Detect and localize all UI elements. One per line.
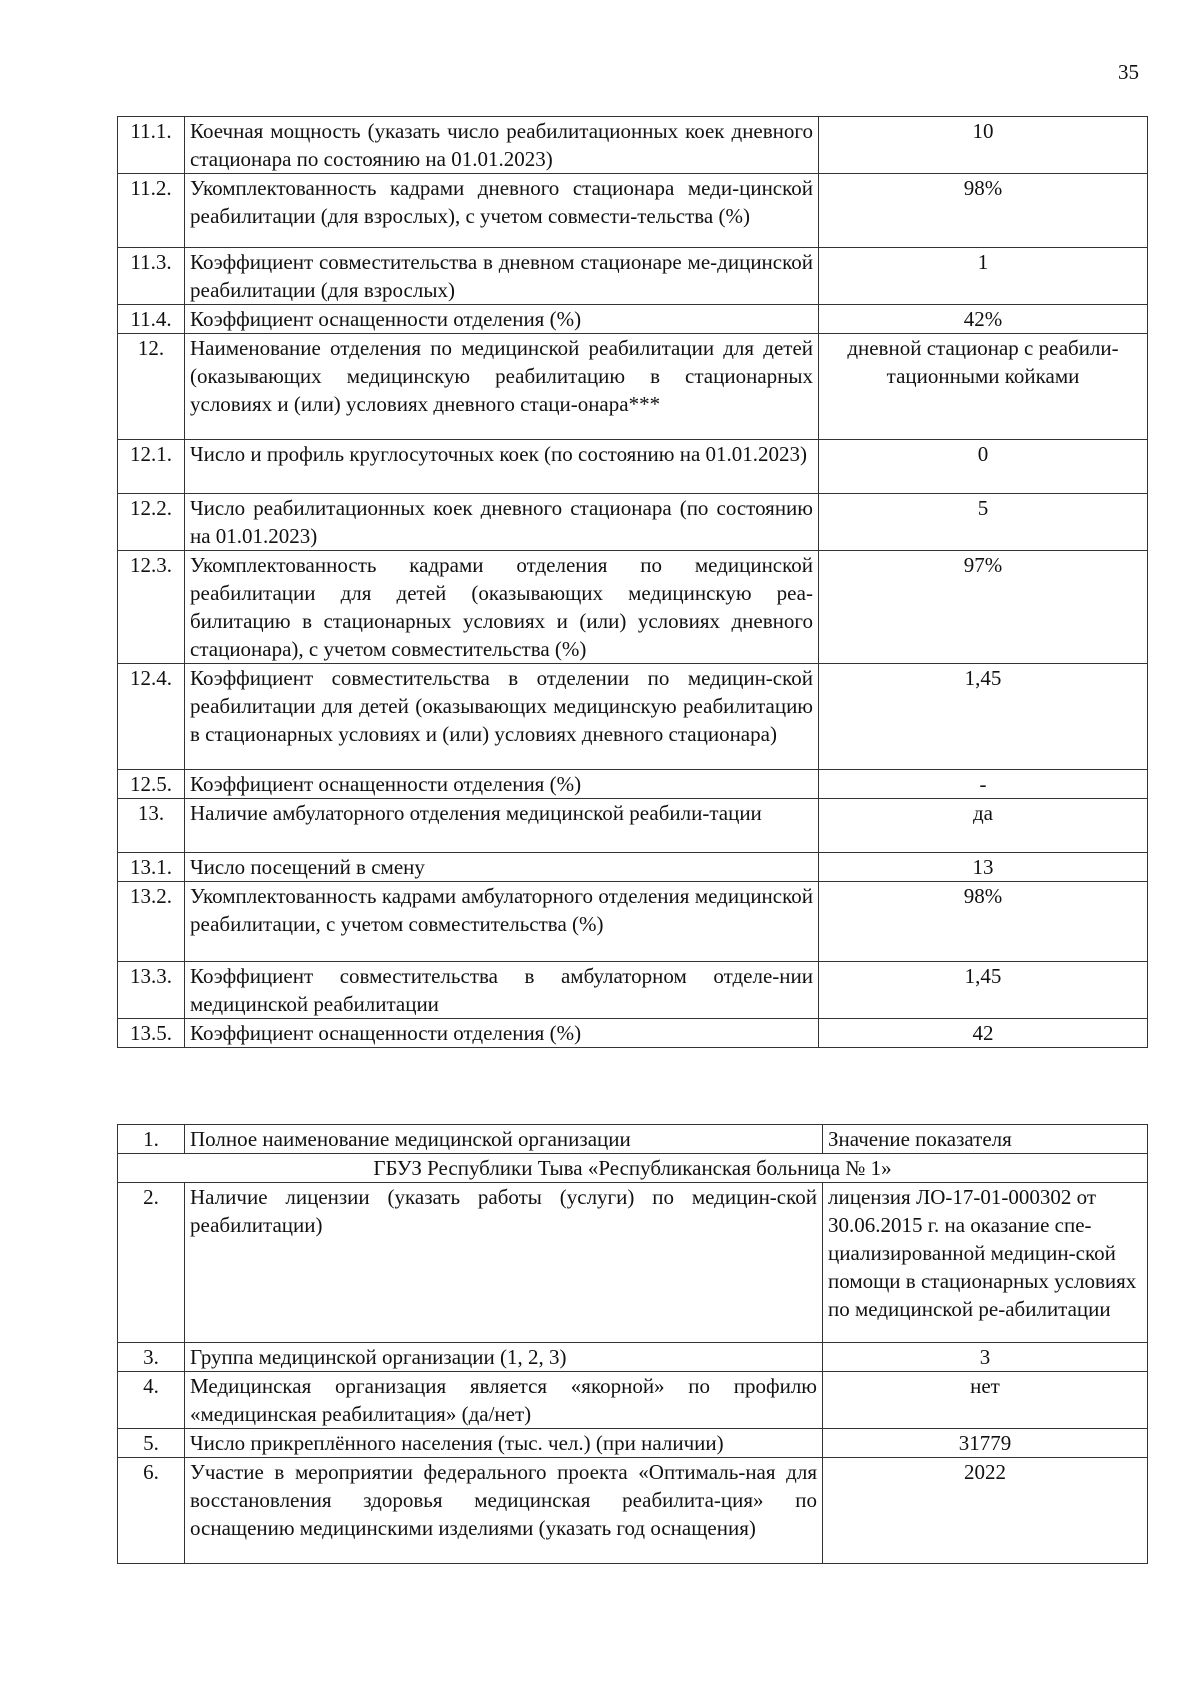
row-label: Коэффициент оснащенности отделения (%) [185, 770, 819, 799]
table-row [118, 1429, 1148, 1458]
table-row [118, 882, 1148, 962]
table-row [118, 962, 1148, 1019]
row-label: Группа медицинской организации (1, 2, 3) [185, 1343, 823, 1372]
row-label: Полное наименование медицинской организации [185, 1125, 823, 1154]
row-number: 12.5. [118, 770, 185, 799]
row-label: Коэффициент оснащенности отделения (%) [185, 305, 819, 334]
row-label: Наименование отделения по медицинской реабилитации для детей (оказывающих медицинскую реабилитацию в стационарных условиях и (или) условиях дневного стаци-онара*** [185, 334, 819, 440]
row-label: Коэффициент совместительства в отделении по медицин-ской реабилитации для детей (оказывающих медицинскую реабилитацию в стационарных условиях и (или) условиях дневного стационара) [185, 664, 819, 770]
table-row [118, 494, 1148, 551]
row-value: 98% [819, 882, 1148, 962]
row-value: - [819, 770, 1148, 799]
row-value: 42% [819, 305, 1148, 334]
row-value: Значение показателя [823, 1125, 1148, 1154]
table-row [118, 334, 1148, 440]
table-body [118, 1125, 1148, 1564]
row-label: Коэффициент оснащенности отделения (%) [185, 1019, 819, 1048]
row-number: 13.2. [118, 882, 185, 962]
row-value: 0 [819, 440, 1148, 494]
row-label: Число реабилитационных коек дневного стационара (по состоянию на 01.01.2023) [185, 494, 819, 551]
row-number: 11.1. [118, 117, 185, 174]
row-value: 3 [823, 1343, 1148, 1372]
row-number: 12.2. [118, 494, 185, 551]
row-value: 97% [819, 551, 1148, 664]
row-value: 10 [819, 117, 1148, 174]
row-number: 11.2. [118, 174, 185, 248]
row-number: 5. [118, 1429, 185, 1458]
row-label: Укомплектованность кадрами дневного стационара меди-цинской реабилитации (для взрослых), с учетом совмести-тельства (%) [185, 174, 819, 248]
row-label: Число и профиль круглосуточных коек (по состоянию на 01.01.2023) [185, 440, 819, 494]
table-row [118, 305, 1148, 334]
row-value: 42 [819, 1019, 1148, 1048]
row-label: Наличие амбулаторного отделения медицинской реабили-тации [185, 799, 819, 853]
row-value: 1 [819, 248, 1148, 305]
table-row [118, 1183, 1148, 1343]
table-row [118, 853, 1148, 882]
row-value: 13 [819, 853, 1148, 882]
row-value: 1,45 [819, 962, 1148, 1019]
row-number: 6. [118, 1458, 185, 1564]
row-value: 98% [819, 174, 1148, 248]
row-label: Участие в мероприятии федерального проекта «Оптималь-ная для восстановления здоровья медицинская реабилита-ция» по оснащению медицинскими изделиями (указать год оснащения) [185, 1458, 823, 1564]
row-number: 3. [118, 1343, 185, 1372]
table-row [118, 1458, 1148, 1564]
row-label: Коэффициент совместительства в дневном стационаре ме-дицинской реабилитации (для взрослых) [185, 248, 819, 305]
row-number: 11.3. [118, 248, 185, 305]
row-number: 11.4. [118, 305, 185, 334]
table-body [118, 117, 1148, 1048]
row-value: да [819, 799, 1148, 853]
row-value: 2022 [823, 1458, 1148, 1564]
table-header-row [118, 1125, 1148, 1154]
row-label: Наличие лицензии (указать работы (услуги) по медицин-ской реабилитации) [185, 1183, 823, 1343]
row-label: Число прикреплённого населения (тыс. чел.) (при наличии) [185, 1429, 823, 1458]
page-number: 35 [1118, 60, 1139, 84]
row-number: 12. [118, 334, 185, 440]
organization-table [117, 1124, 1148, 1564]
rehab-indicators-table [117, 116, 1148, 1048]
table-row [118, 248, 1148, 305]
row-value: лицензия ЛО-17-01-000302 от 30.06.2015 г. на оказание спе-циализированной медицин-ской помощи в стационарных условиях по медицинской ре-абилитации [823, 1183, 1148, 1343]
table-row [118, 551, 1148, 664]
row-label: Укомплектованность кадрами амбулаторного отделения медицинской реабилитации, с учетом совместительства (%) [185, 882, 819, 962]
row-number: 12.4. [118, 664, 185, 770]
row-value: 31779 [823, 1429, 1148, 1458]
table-row [118, 174, 1148, 248]
row-value: нет [823, 1372, 1148, 1429]
row-value: 1,45 [819, 664, 1148, 770]
row-number: 12.3. [118, 551, 185, 664]
row-number: 13.1. [118, 853, 185, 882]
table-row [118, 440, 1148, 494]
row-value: дневной стационар с реабили-тационными койками [819, 334, 1148, 440]
table-row [118, 1343, 1148, 1372]
row-label: Коечная мощность (указать число реабилитационных коек дневного стационара по состоянию на 01.01.2023) [185, 117, 819, 174]
row-number: 12.1. [118, 440, 185, 494]
row-label: Укомплектованность кадрами отделения по медицинской реабилитации для детей (оказывающих медицинскую реа-билитацию в стационарных условиях и (или) условиях дневного стационара), с учетом совместительства (%) [185, 551, 819, 664]
table-row [118, 1019, 1148, 1048]
row-number: 2. [118, 1183, 185, 1343]
table-row [118, 799, 1148, 853]
row-label: Коэффициент совместительства в амбулаторном отделе-нии медицинской реабилитации [185, 962, 819, 1019]
table-row [118, 117, 1148, 174]
row-value: 5 [819, 494, 1148, 551]
row-number: 13.5. [118, 1019, 185, 1048]
organization-name-row [118, 1154, 1148, 1183]
row-number: 4. [118, 1372, 185, 1429]
table-row [118, 1372, 1148, 1429]
table-row [118, 664, 1148, 770]
organization-name: ГБУЗ Республики Тыва «Республиканская больница № 1» [118, 1154, 1148, 1183]
table-row [118, 770, 1148, 799]
row-number: 1. [118, 1125, 185, 1154]
row-label: Число посещений в смену [185, 853, 819, 882]
row-label: Медицинская организация является «якорной» по профилю «медицинская реабилитация» (да/нет) [185, 1372, 823, 1429]
row-number: 13. [118, 799, 185, 853]
row-number: 13.3. [118, 962, 185, 1019]
